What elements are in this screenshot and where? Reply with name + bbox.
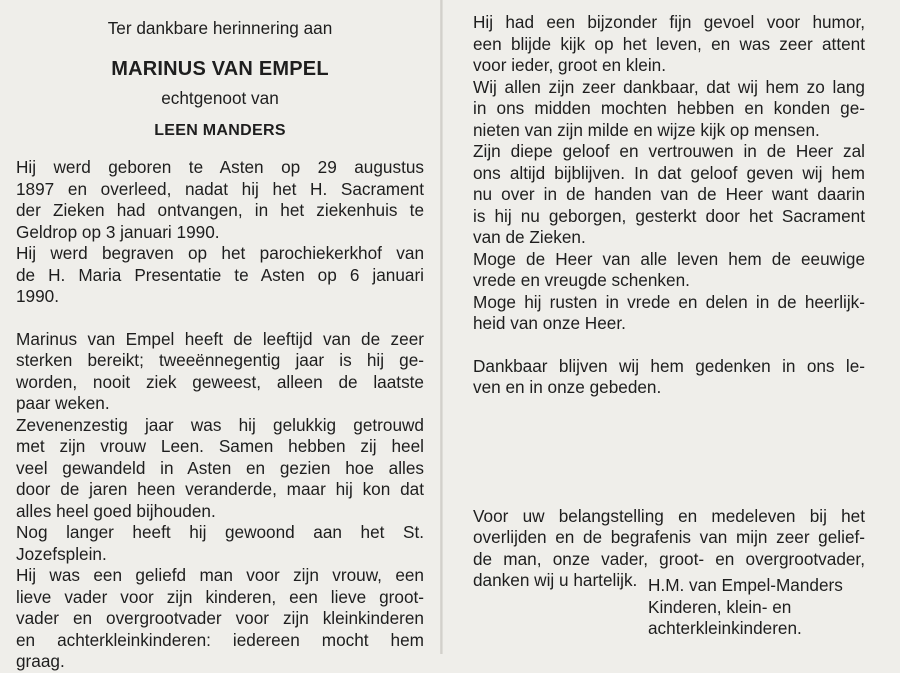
text-line: lieve vader voor zijn kinderen, een lieve groot- xyxy=(16,586,424,607)
text-line: Zevenenzestig jaar was hij gelukkig getrouwd xyxy=(16,414,424,435)
text-line: Hij werd begraven op het parochiekerkhof van xyxy=(16,243,424,263)
text-line: danken wij u hartelijk. xyxy=(473,570,638,590)
text-line: vader en overgrootvader voor zijn kleinkinderen xyxy=(16,608,424,628)
text-line: alles heel goed bijhouden. xyxy=(16,500,216,521)
right-page xyxy=(473,12,865,592)
text-line: Jozefsplein. xyxy=(16,543,107,564)
text-line: Hij was een geliefd man voor zijn vrouw, een xyxy=(16,565,424,585)
text-line: heid van onze Heer. xyxy=(473,313,626,333)
text-line: is hij nu geborgen, gesterkt door het Sacrament xyxy=(473,205,865,226)
spouse-name: LEEN MANDERS xyxy=(154,121,286,139)
text-line: Dankbaar blijven wij hem gedenken in ons le- xyxy=(473,355,865,376)
text-line: door de jaren heen veranderde, maar hij kon dat xyxy=(16,479,424,499)
card-fold xyxy=(440,0,443,654)
text-line: Hij had een bijzonder fijn gevoel voor humor, xyxy=(473,12,865,32)
text-line: vrede en vreugde schenken. xyxy=(473,270,690,290)
text-line: Voor uw belangstelling en medeleven bij het xyxy=(473,505,865,526)
intro-line: Ter dankbare herinnering aan xyxy=(107,18,333,38)
text-line: met zijn vrouw Leen. Samen hebben zij heel xyxy=(16,436,424,456)
text-line: graag. xyxy=(16,651,65,671)
faith-paragraph xyxy=(473,141,865,249)
text-line: nieten van zijn milde en wijze kijk op mensen. xyxy=(473,119,820,140)
birth-death-paragraph xyxy=(16,157,424,243)
text-line: Hij werd geboren te Asten op 29 augustus xyxy=(16,157,424,177)
text-line: van de Zieken. xyxy=(473,227,586,247)
text-line: en achterkleinkinderen: iedereen mocht hem xyxy=(16,629,424,650)
signature-line: H.M. van Empel-Manders xyxy=(648,575,843,595)
signature-block xyxy=(648,575,843,640)
left-page xyxy=(16,12,424,673)
text-line: ven en in onze gebeden. xyxy=(473,377,662,397)
signature-line: Kinderen, klein- en xyxy=(648,596,792,617)
age-paragraph xyxy=(16,329,424,415)
text-line: 1897 en overleed, nadat hij het H. Sacrament xyxy=(16,178,424,199)
text-line: overlijden en de begrafenis van mijn zeer gelief- xyxy=(473,527,865,547)
deceased-name: MARINUS VAN EMPEL xyxy=(111,57,329,80)
text-line: sterken bereikt; tweeënnegentig jaar is hij ge- xyxy=(16,350,424,370)
blessing-paragraph xyxy=(473,249,865,292)
text-line: voor ieder, groot en klein. xyxy=(473,55,666,75)
text-line: de H. Maria Presentatie te Asten op 6 januari xyxy=(16,264,424,285)
text-line: veel gewandeld in Asten en gezien hoe alles xyxy=(16,457,424,478)
humor-paragraph xyxy=(473,12,865,77)
text-line: Nog langer heeft hij gewoond aan het St. xyxy=(16,522,424,542)
family-paragraph xyxy=(16,565,424,673)
signature-line: achterkleinkinderen. xyxy=(648,618,802,638)
rest-paragraph xyxy=(473,292,865,335)
text-line: Moge hij rusten in vrede en delen in de heerlijk- xyxy=(473,291,865,312)
text-line: in ons midden mochten hebben en konden ge- xyxy=(473,98,865,118)
text-line: Zijn diepe geloof en vertrouwen in de Heer zal xyxy=(473,141,865,161)
text-line: paar weken. xyxy=(16,393,110,413)
text-line: der Zieken had ontvangen, in het ziekenhuis te xyxy=(16,200,424,220)
remembrance-paragraph xyxy=(473,356,865,399)
text-line: Marinus van Empel heeft de leeftijd van de zeer xyxy=(16,328,424,349)
marriage-paragraph xyxy=(16,415,424,523)
text-line: worden, nooit ziek geweest, alleen de laatste xyxy=(16,371,424,392)
residence-paragraph xyxy=(16,522,424,565)
text-line: Geldrop op 3 januari 1990. xyxy=(16,221,220,242)
text-line: 1990. xyxy=(16,286,60,306)
text-line: de man, onze vader, groot- en overgrootvader, xyxy=(473,548,865,569)
text-line: ons altijd bijblijven. In dat geloof geven wij hem xyxy=(473,162,865,183)
spouse-label: echtgenoot van xyxy=(161,88,279,108)
burial-paragraph xyxy=(16,243,424,308)
text-line: een blijde kijk op het leven, en was zeer attent xyxy=(473,33,865,54)
gratitude-paragraph xyxy=(473,77,865,142)
text-line: nu over in de handen van de Heer want daarin xyxy=(473,184,865,204)
text-line: Moge de Heer van alle leven hem de eeuwige xyxy=(473,248,865,269)
text-line: Wij allen zijn zeer dankbaar, dat wij hem zo lang xyxy=(473,76,865,97)
